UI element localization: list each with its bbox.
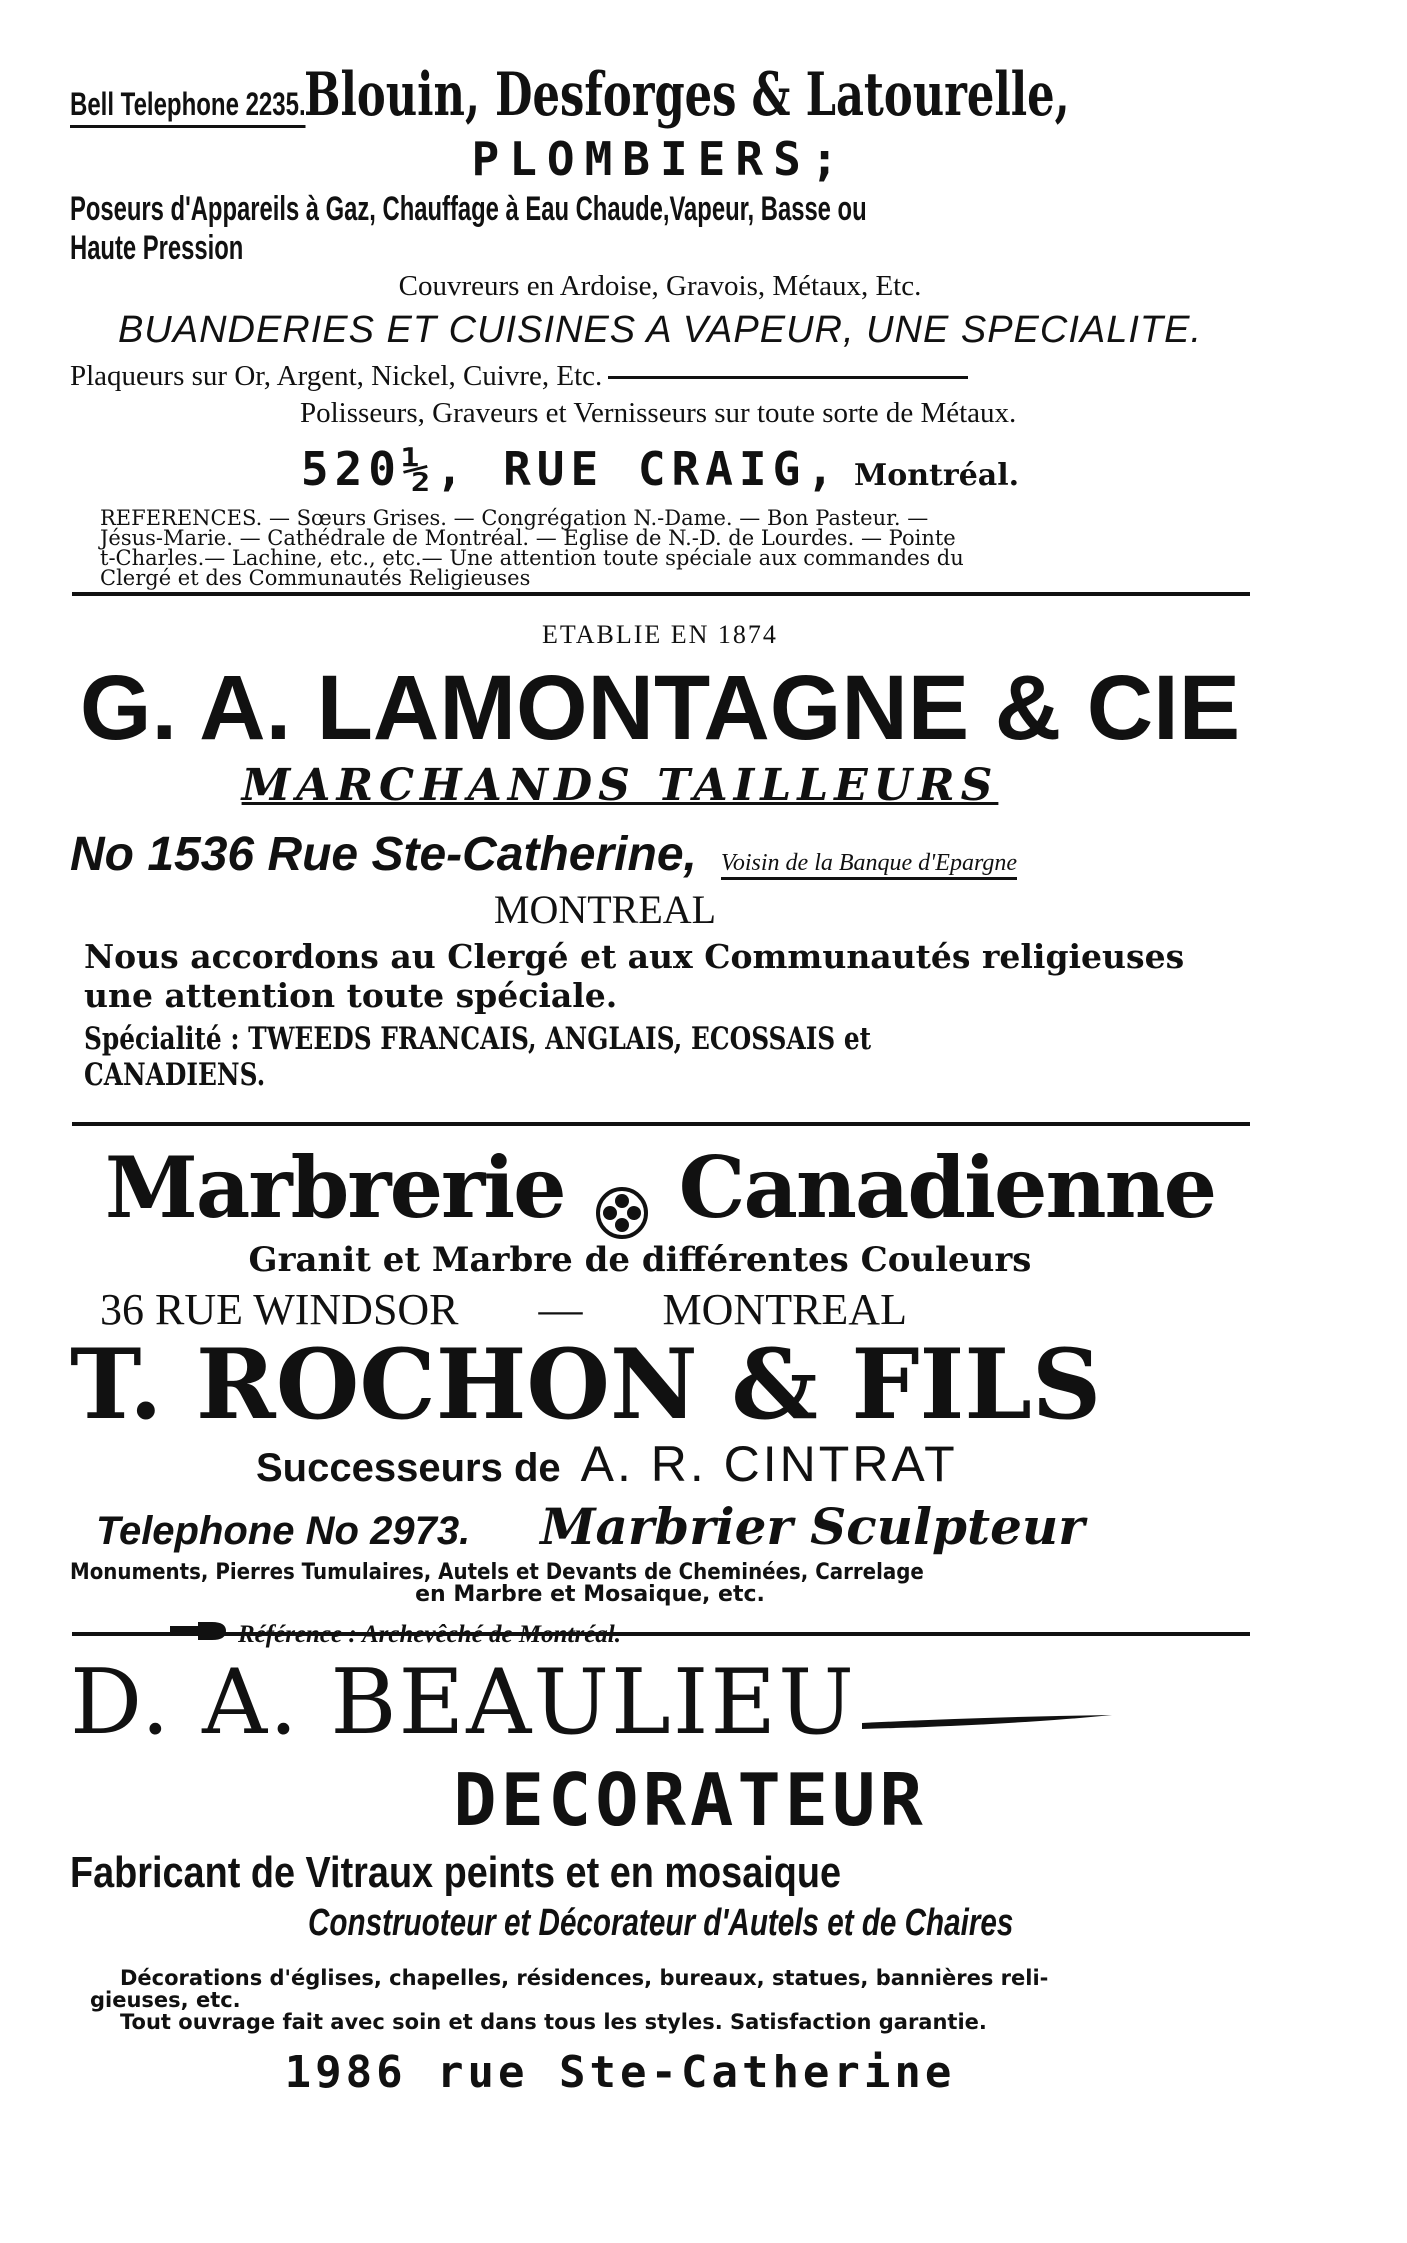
ad-beaulieu (70, 1650, 1250, 2098)
references-block (70, 508, 1250, 588)
city-name: Montréal. (854, 458, 1020, 493)
description-block (70, 1967, 1250, 2033)
ad-lamontagne (70, 620, 1250, 1093)
city-name: MONTREAL (493, 887, 717, 932)
roofing-line: Couvreurs en Ardoise, Gravois, Métaux, Etc. (398, 270, 922, 302)
granite-line: Granit et Marbre de différentes Couleurs (248, 1240, 1032, 1280)
services-line: Poseurs d'Appareils à Gaz, Chauffage à Eau Chaude,Vapeur, Basse ou Haute Pression (70, 190, 867, 267)
divider-rule (72, 1122, 1250, 1126)
attention-line: une attention toute spéciale. (84, 976, 618, 1015)
marbrerie-heading (70, 1140, 1250, 1236)
successors-label: Successeurs de (256, 1446, 561, 1490)
street-address: 36 RUE WINDSOR (100, 1285, 459, 1334)
trade-title: Marbrier Sculpteur (540, 1497, 1085, 1556)
heading-word: Marbrerie (104, 1138, 565, 1237)
divider-rule (72, 1632, 1250, 1636)
polishing-line: Polisseurs, Graveurs et Vernisseurs sur toute sorte de Métaux. (300, 397, 1017, 429)
clergy-line: Nous accordons au Clergé et aux Communautés religieuses (84, 937, 1185, 976)
firm-name: D. A. BEAULIEU (70, 1650, 856, 1755)
plating-line: Plaqueurs sur Or, Argent, Nickel, Cuivre, Etc. (70, 360, 603, 392)
trade-title: DECORATEUR (453, 1758, 927, 1842)
specialty-line: Spécialité : TWEEDS FRANCAIS, ANGLAIS, ECOSSAIS et CANADIENS. (84, 1021, 872, 1093)
reference-line: Référence : Archevêché de Montréal. (238, 1621, 621, 1648)
telephone-number: Bell Telephone 2235. (70, 86, 306, 128)
address-dash: — (538, 1285, 583, 1334)
firm-name: Blouin, Desforges & Latourelle, (304, 60, 1070, 130)
pointing-hand-icon (168, 1620, 228, 1642)
ad-blouin-desforges (70, 60, 1250, 588)
firm-name: T. ROCHON & FILS (70, 1328, 1102, 1441)
reference-line: REFERENCES. — Sœurs Grises. — Congrégation N.-Dame. — Bon Pasteur. — (100, 506, 929, 530)
ad-rochon (70, 1140, 1250, 1649)
neighbour-note: Voisin de la Banque d'Epargne (721, 850, 1017, 880)
mosaic-line: en Marbre et Mosaique, etc. (415, 1582, 765, 1607)
reference-line: t-Charles.— Lachine, etc., etc.— Une attention toute spéciale aux commandes du (100, 546, 964, 570)
heading-word: Canadienne (678, 1138, 1216, 1237)
firm-name: G. A. LAMONTAGNE & CIE (79, 657, 1241, 759)
stained-glass-line: Fabricant de Vitraux peints et en mosaique (70, 1848, 842, 1897)
established-line: ETABLIE EN 1874 (542, 620, 778, 649)
trade-title: PLOMBIERS; (471, 132, 849, 186)
reference-line: Clergé et des Communautés Religieuses (100, 566, 531, 590)
street-address: 520½, RUE CRAIG, (300, 442, 841, 496)
telephone-number: Telephone No 2973. (96, 1509, 471, 1553)
flower-ornament-icon (595, 1186, 649, 1240)
predecessor-name: A. R. CINTRAT (580, 1436, 958, 1492)
specialty-line: BUANDERIES ET CUISINES A VAPEUR, UNE SPECIALITE. (117, 309, 1203, 351)
divider-rule (72, 592, 1250, 596)
trade-title: MARCHANDS TAILLEURS (241, 760, 999, 811)
flourish-rule (862, 1713, 1112, 1733)
monuments-line: Monuments, Pierres Tumulaires, Autels et Devants de Cheminées, Carrelage (70, 1560, 924, 1585)
reference-line: Jésus-Marie. — Cathédrale de Montréal. — Eglise de N.-D. de Lourdes. — Pointe (100, 526, 956, 550)
description-line: Décorations d'églises, chapelles, résidences, bureaux, statues, bannières reli- (120, 1966, 1049, 1990)
description-line: Tout ouvrage fait avec soin et dans tous les styles. Satisfaction garantie. (120, 2010, 987, 2034)
description-line: gieuses, etc. (90, 1988, 241, 2012)
street-address: 1986 rue Ste-Catherine (284, 2047, 956, 2098)
street-address: No 1536 Rue Ste-Catherine, (70, 828, 697, 881)
city-name: MONTREAL (662, 1285, 907, 1334)
plating-rule (608, 376, 968, 379)
altars-line: Construoteur et Décorateur d'Autels et de Chaires (308, 1902, 1014, 1944)
address-block (70, 442, 1250, 496)
